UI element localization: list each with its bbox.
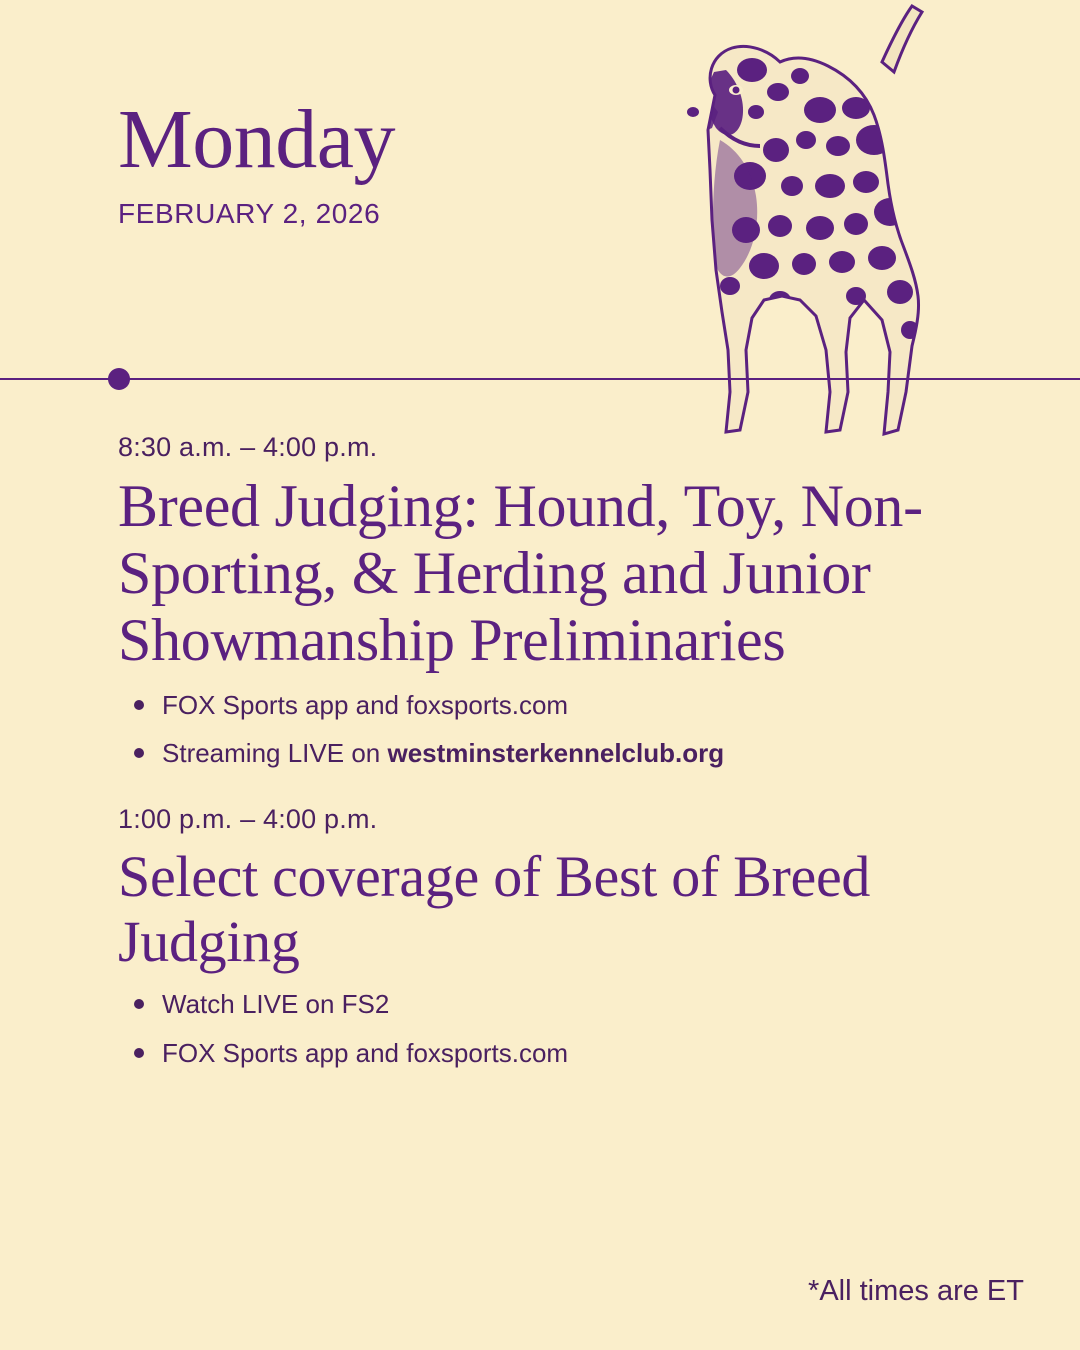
- event-date: FEBRUARY 2, 2026: [118, 197, 381, 229]
- list-item: [126, 737, 978, 770]
- schedule-block-1: [118, 432, 978, 770]
- channel-link[interactable]: westminsterkennelclub.org: [387, 738, 725, 769]
- schedule-list: [118, 432, 978, 1099]
- dalmatian-illustration: [660, 0, 960, 460]
- event-channels: [126, 689, 978, 770]
- list-item: [126, 689, 978, 722]
- poster-header: [118, 93, 678, 230]
- event-time: 1:00 p.m. – 4:00 p.m.: [118, 803, 378, 834]
- list-item: [126, 988, 978, 1021]
- list-item: [126, 1037, 978, 1070]
- horizontal-divider: [0, 378, 1080, 380]
- event-title: Breed Judging: Hound, Toy, Non-Sporting, & Herding and Junior Showmanship Preliminaries: [118, 473, 923, 674]
- channel-text: Watch LIVE on FS2: [162, 989, 390, 1020]
- event-channels: [126, 988, 978, 1069]
- channel-text: FOX Sports app and foxsports.com: [162, 1037, 569, 1068]
- channel-text: FOX Sports app and foxsports.com: [162, 689, 569, 720]
- page-title: Monday: [118, 93, 395, 186]
- divider-dot: [108, 368, 130, 390]
- event-time: 8:30 a.m. – 4:00 p.m.: [118, 432, 378, 462]
- channel-text: Streaming LIVE on: [162, 738, 388, 769]
- timezone-footnote: *All times are ET: [808, 1275, 1024, 1307]
- event-title: Select coverage of Best of Breed Judging: [118, 843, 871, 974]
- schedule-block-2: [118, 804, 978, 1070]
